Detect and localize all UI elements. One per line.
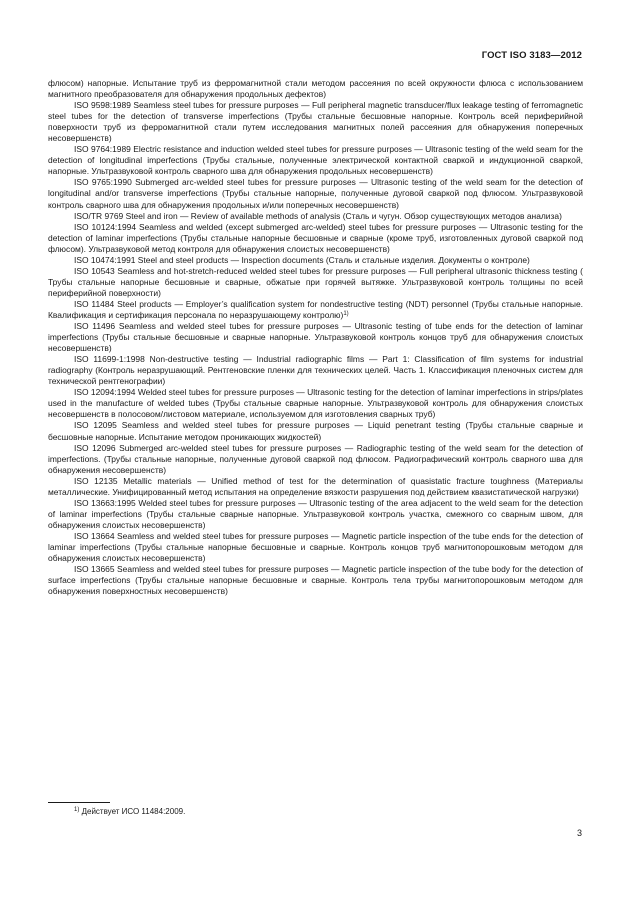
reference-iso-13664: ISO 13664 Seamless and welded steel tubes for pressure purposes — Magnetic particle inspection of the tube ends for the detection of laminar imperfections (Трубы стальные напорные бесшовные и сварные. Контроль концов труб магнитопорошковым методом для обнаружения слоистых несовершенств) xyxy=(48,530,583,564)
reference-iso-13663: ISO 13663:1995 Welded steel tubes for pressure purposes — Ultrasonic testing of the area adjacent to the weld seam for the detection of laminar imperfections (Трубы стальные сварные напорные. Ультразвуковой контроль участка, смежного со сварным швом, для обнаружения слоистых несовершенств) xyxy=(48,497,583,530)
footnote-text: Действует ИСО 11484:2009. xyxy=(81,807,186,816)
reference-iso-11699-1: ISO 11699-1:1998 Non-destructive testing — Industrial radiographic films — Part 1: Classification of film systems for industrial radiography (Контроль неразрушающий. Рентгеновские пленки для технических целей. Часть 1. Классификация пленочных систем для технической рентгенографии) xyxy=(48,354,583,387)
references-list xyxy=(48,78,583,597)
page-number: 3 xyxy=(576,828,582,838)
footnote-marker: 1) xyxy=(343,310,349,317)
footnote xyxy=(74,806,185,817)
paragraph-continuation: флюсом) напорные. Испытание труб из ферромагнитной стали методом рассеяния по всей окружности флюса с использованием магнитного преобразователя для обнаружения продольных дефектов) xyxy=(48,78,583,100)
reference-iso-tr-9769: ISO/TR 9769 Steel and iron — Review of available methods of analysis (Сталь и чугун. Обзор существующих методов анализа) xyxy=(74,210,562,221)
reference-iso-11484-text: ISO 11484 Steel products — Employer’s qualification system for nondestructive testing (NDT) personnel (Трубы стальные напорные. Квалификация и сертификация персонала по неразрушающему контролю) xyxy=(48,298,583,320)
reference-iso-11496: ISO 11496 Seamless and welded steel tubes for pressure purposes — Ultrasonic testing of tube ends for the detection of laminar imperfections (Трубы стальные бесшовные и сварные напорные. Ультразвуковой контроль концов труб для обнаружения слоистых несовершенств) xyxy=(48,321,583,354)
reference-iso-10474: ISO 10474:1991 Steel and steel products — Inspection documents (Сталь и стальные изделия. Документы о контроле) xyxy=(74,254,530,265)
document-header: ГОСТ ISO 3183—2012 xyxy=(481,50,582,61)
reference-iso-12095: ISO 12095 Seamless and welded steel tubes for pressure purposes — Liquid penetrant testing (Трубы стальные сварные и бесшовные напорные. Испытание методом проникающих жидкостей) xyxy=(48,420,583,442)
reference-iso-12135: ISO 12135 Metallic materials — Unified method of test for the determination of quasistatic fracture toughness (Материалы металлические. Унифицированный метод испытания на определение вязкости разрушения под действием квазистатической нагрузки) xyxy=(48,475,583,497)
reference-iso-9598: ISO 9598:1989 Seamless steel tubes for pressure purposes — Full peripheral magnetic transducer/flux leakage testing of ferromagnetic steel tubes for the detection of transverse imperfections (Трубы стальные бесшовные напорные. Контроль всей периферийной поверхности труб из ферромагнитной стали путем исследования магнитных полей рассеяния для обнаружения поперечных несовершенств) xyxy=(48,100,583,144)
reference-iso-13665: ISO 13665 Seamless and welded steel tubes for pressure purposes — Magnetic particle inspection of the tube body for the detection of surface imperfections (Трубы стальные напорные бесшовные и сварные. Контроль тела трубы магнитопорошковым методом для обнаружения поверхностных несовершенств) xyxy=(48,564,583,597)
footnote-divider xyxy=(48,802,110,803)
reference-iso-11484 xyxy=(48,299,583,321)
reference-iso-9765: ISO 9765:1990 Submerged arc-welded steel tubes for pressure purposes — Ultrasonic testing of the weld seam for the detection of longitudinal and/or transverse imperfections (Трубы стальные напорные, полученные дуговой сваркой под флюсом. Ультразвуковой контроль сварного шва для обнаружения продольных и/или поперечных несовершенств) xyxy=(48,177,583,210)
reference-iso-10543: ISO 10543 Seamless and hot-stretch-reduced welded steel tubes for pressure purposes — Full peripheral ultrasonic thickness testing ( Трубы стальные напорные бесшовные и сварные, обжатые при горячей вытяжке. Ультразвуковой контроль толщины по всей периферийной поверхности) xyxy=(48,265,583,298)
reference-iso-12094: ISO 12094:1994 Welded steel tubes for pressure purposes — Ultrasonic testing for the detection of laminar imperfections in strips/plates used in the manufacture of welded tubes (Трубы стальные сварные напорные. Ультразвуковой контроль для обнаружения слоистых несовершенств в полосовом/листовом материале, используемом для изготовления сварных труб) xyxy=(48,387,583,420)
footnote-mark: 1) xyxy=(74,807,80,813)
reference-iso-12096: ISO 12096 Submerged arc-welded steel tubes for pressure purposes — Radiographic testing of the weld seam for the detection of imperfections. (Трубы стальные напорные, полученные дуговой сваркой под флюсом. Радиографический контроль сварного шва для обнаружения несовершенств) xyxy=(48,442,583,475)
reference-iso-9764: ISO 9764:1989 Electric resistance and induction welded steel tubes for pressure purposes — Ultrasonic testing of the weld seam for the detection of longitudinal imperfections (Трубы стальные, полученные электрической контактной сваркой и индукционной сваркой, напорные. Ультразвуковой контроль сварного шва для обнаружения продольных несовершенств) xyxy=(48,144,583,177)
reference-iso-10124: ISO 10124:1994 Seamless and welded (except submerged arc-welded) steel tubes for pressure purposes — Ultrasonic testing for the detection of laminar imperfections (Трубы стальные напорные бесшовные и сварные (кроме труб, изготовленных дуговой сваркой под флюсом). Ультразвуковой метод контроля для обнаружения слоистых несовершенств) xyxy=(48,221,583,254)
